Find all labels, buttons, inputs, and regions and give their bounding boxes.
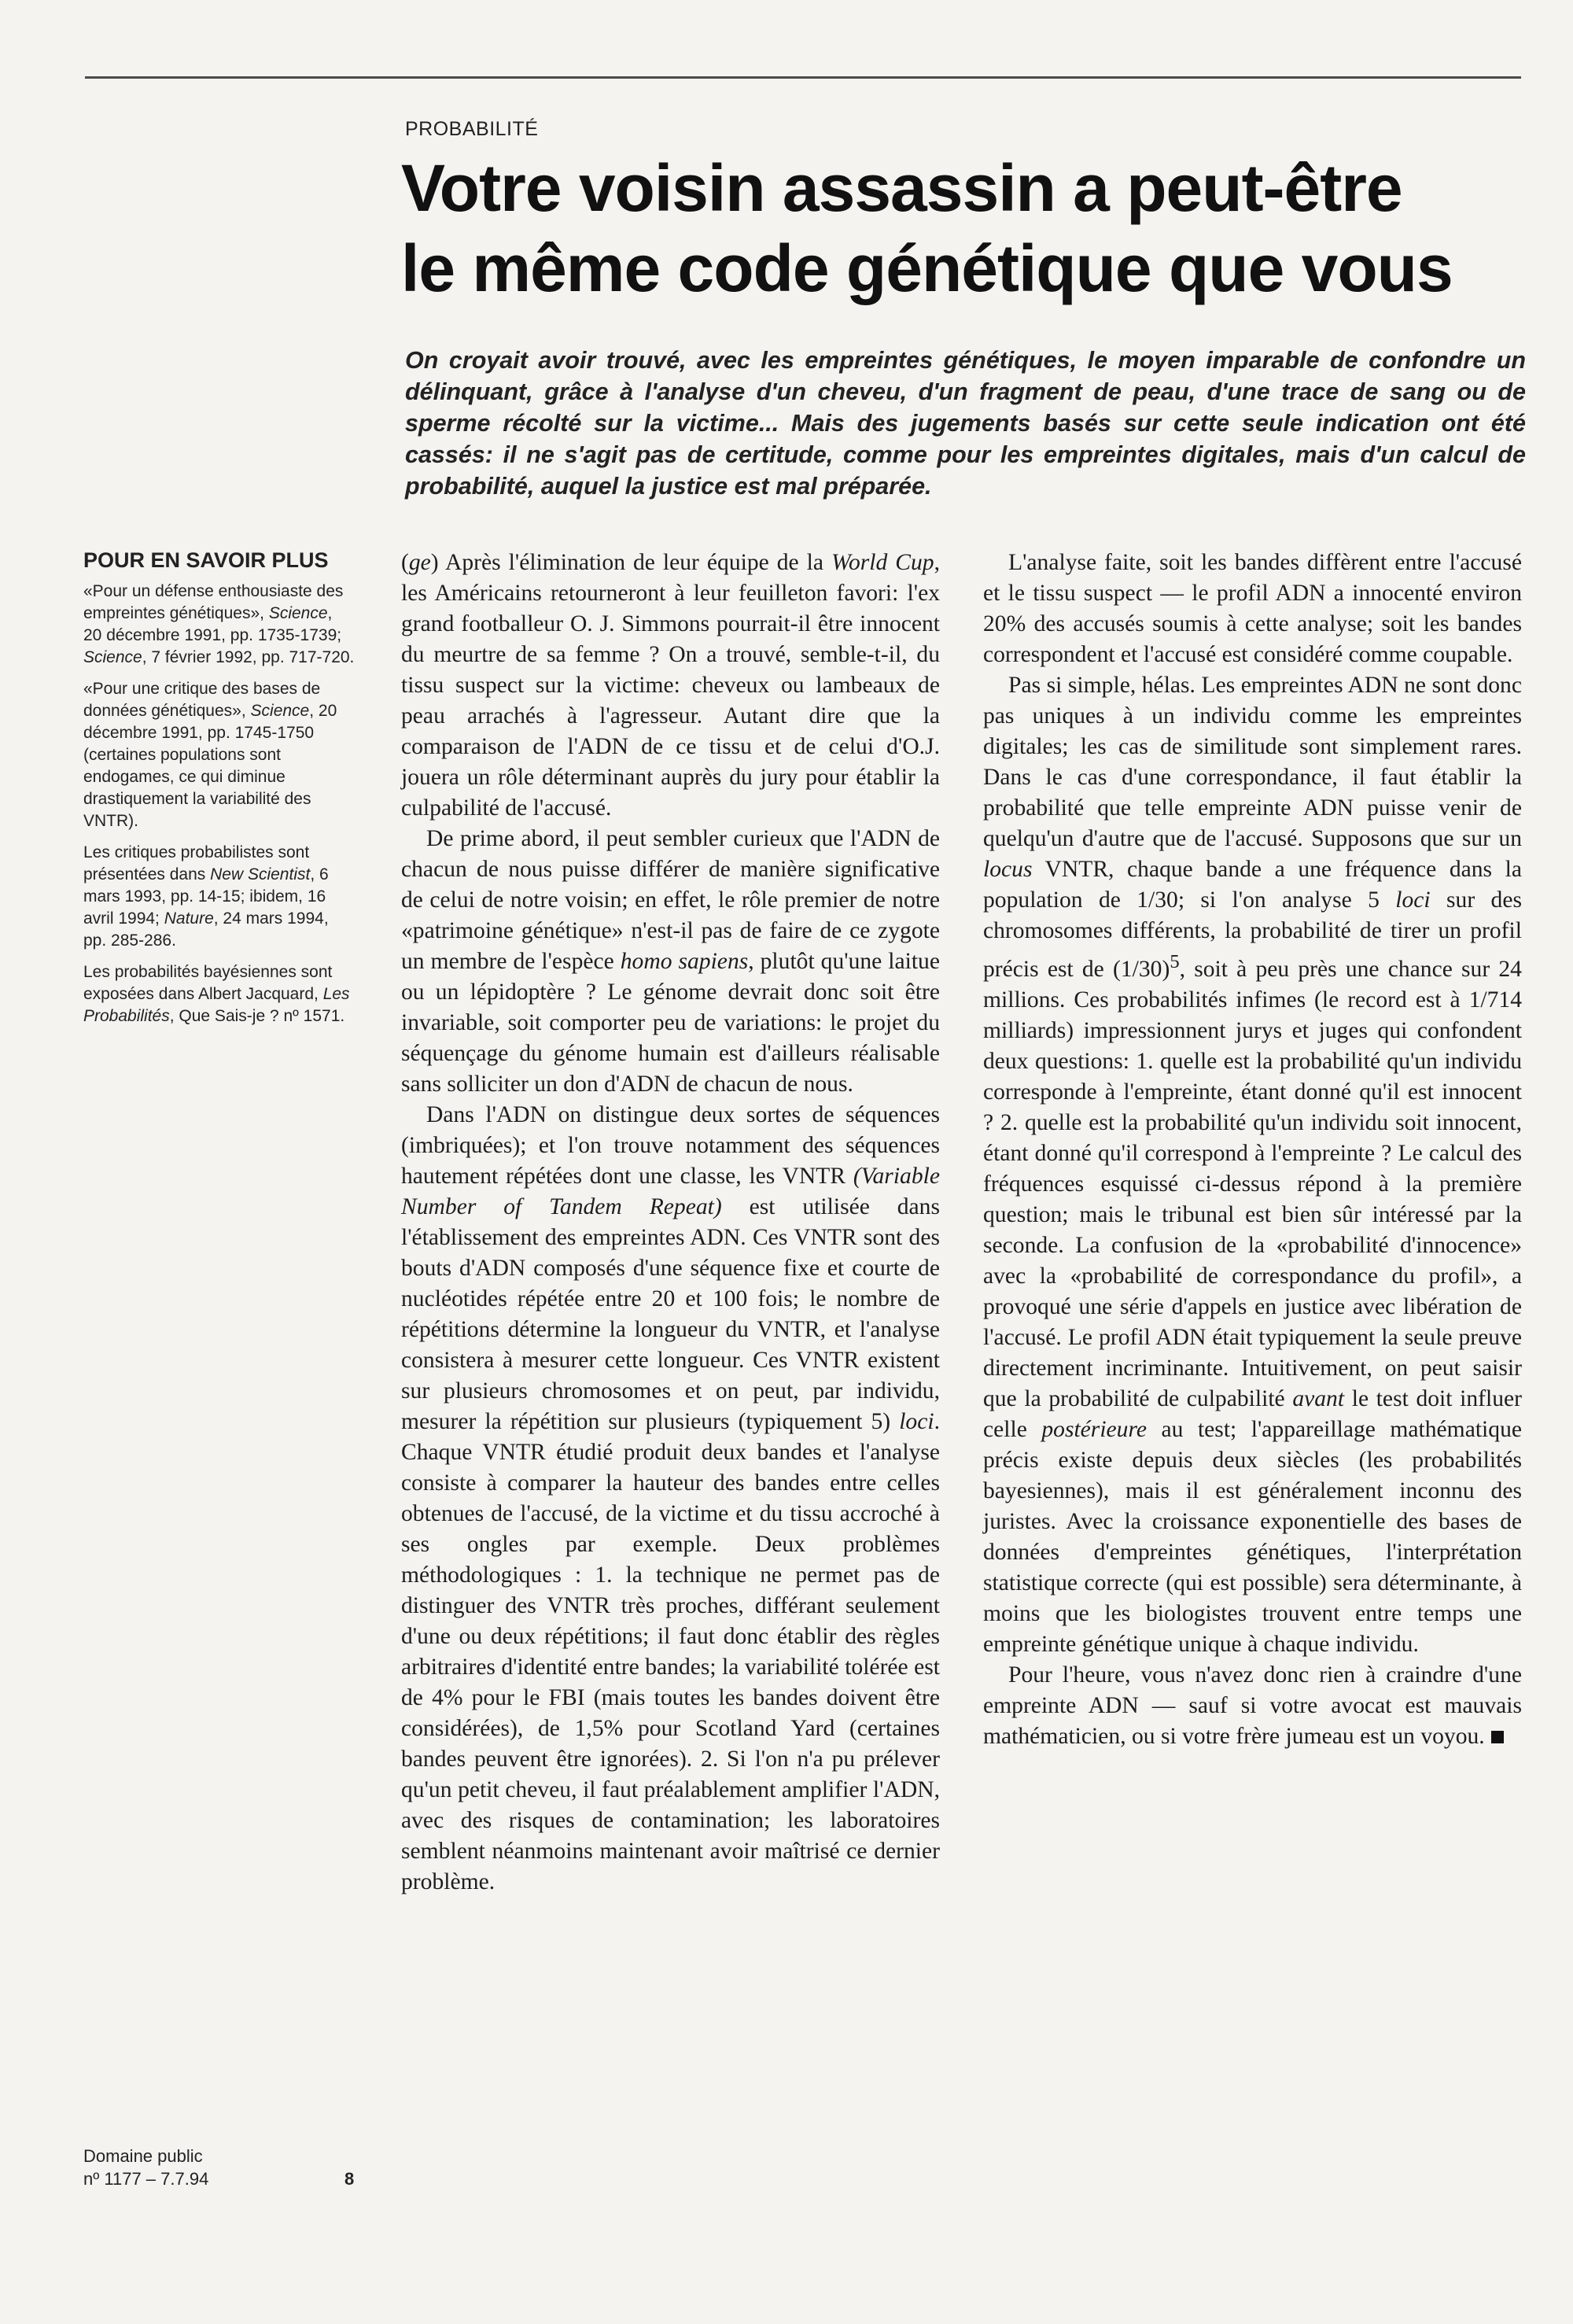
title-line-1: Votre voisin assassin a peut-être	[401, 151, 1402, 225]
sidebar-heading: POUR EN SAVOIR PLUS	[83, 548, 329, 572]
body-paragraph: L'analyse faite, soit les bandes diffèrent entre l'accusé et le tissu suspect — le profil ADN a innocenté environ 20% des accusés soumis à cette analyse; soit les bandes correspondent et l'accusé est considéré comme coupable.	[983, 550, 1522, 667]
title-line-2: le même code génétique que vous	[401, 231, 1453, 305]
end-mark-icon	[1491, 1731, 1504, 1743]
body-paragraph: Pour l'heure, vous n'avez donc rien à craindre d'une empreinte ADN — sauf si votre avocat est mauvais mathématicien, ou si votre frère jumeau est un voyou.	[983, 1662, 1522, 1749]
body-paragraph: Pas si simple, hélas. Les empreintes ADN ne sont donc pas uniques à un individu comme les empreintes digitales; les cas de similitude sont simplement rares. Dans le cas d'une correspondance, il faut établir la probabilité que telle empreinte ADN puisse venir de quelqu'un d'autre que de l'accusé. Supposons que sur un locus VNTR, chaque bande a une fréquence dans la population de 1/30; si l'on analyse 5 loci sur des chromosomes différents, la probabilité de tirer un profil précis est de $(1/30)^5$, soit à peu près une chance sur 24 millions. Ces probabilités infimes (le record est à 1/714 milliards) impressionnent jurys et juges qui confondent deux questions: 1. quelle est la probabilité qu'un individu corresponde à l'empreinte, étant donné qu'il est innocent ? 2. quelle est la probabilité qu'un individu soit innocent, étant donné qu'il correspond à l'empreinte ? Le calcul des fréquences esquissé ci-dessus répond à la première question; mais le tribunal est bien sûr intéressé par la seconde. La confusion de la «probabilité d'innocence» avec la «probabilité de correspondance du profil», a provoqué une série d'appels en justice avec libération de l'accusé. Le profil ADN était typiquement la seule preuve directement incriminante. Intuitivement, on peut saisir que la probabilité de culpabilité avant le test doit influer celle postérieure au test; l'appareillage mathématique précis existe depuis deux siècles (les probabilités bayesiennes), mais il est généralement inconnu des juristes. Avec la croissance exponentielle des bases de données d'empreintes génétiques, l'interprétation statistique correcte (qui est possible) sera déterminante, à moins que les biologistes trouvent entre temps une empreinte génétique unique à chaque individu.	[983, 673, 1523, 1657]
publication-name: Domaine public	[83, 2146, 203, 2166]
reference-item: Les critiques probabilistes sont présentées dans New Scientist, 6 mars 1993, pp. 14-15; ibidem, 16 avril 1994; Nature, 24 mars 1994, pp. 285-286.	[83, 843, 329, 950]
article-title	[401, 148, 1534, 308]
body-paragraph: (ge) Après l'élimination de leur équipe de la World Cup, les Américains retourneront à leur feuilleton favori: l'ex grand footballeur O. J. Simmons pourrait-il être innocent du meurtre de sa femme ? On a trouvé, semble-t-il, du tissu suspect sur la victime: cheveux ou lambeaux de peau arrachés à l'agresseur. Autant dire que la comparaison de l'ADN de ce tissu et de celui d'O.J. jouera un rôle déterminant auprès du jury pour établir la culpabilité de l'accusé.	[401, 550, 941, 821]
section-rubric: PROBABILITÉ	[405, 118, 539, 140]
reference-item: Les probabilités bayésiennes sont exposées dans Albert Jacquard, Les Probabilités, Que Sais-je ? nº 1571.	[83, 963, 350, 1025]
article-lead: On croyait avoir trouvé, avec les empreintes génétiques, le moyen imparable de confondre un délinquant, grâce à l'analyse d'un cheveu, d'un fragment de peau, d'une trace de sang ou de sperme récolté sur la victime... Mais des jugements basés sur cette seule indication ont été cassés: il ne s'agit pas de certitude, comme pour les empreintes digitales, mais d'un calcul de probabilité, auquel la justice est mal préparée.	[405, 347, 1526, 500]
reference-item: «Pour un défense enthousiaste des empreintes génétiques», Science, 20 décembre 1991, pp. 1735-1739; Science, 7 février 1992, pp. 717-720.	[83, 582, 355, 666]
body-column-1	[401, 548, 940, 1898]
body-paragraph: Dans l'ADN on distingue deux sortes de séquences (imbriquées); et l'on trouve notamment des séquences hautement répétées dont une classe, les VNTR (Variable Number of Tandem Repeat) est utilisée dans l'établissement des empreintes ADN. Ces VNTR sont des bouts d'ADN composés d'une séquence fixe et courte de nucléotides répétée entre 20 et 100 fois; le nombre de répétitions détermine la longueur du VNTR, et l'analyse consistera à mesurer cette longueur. Ces VNTR existent sur plusieurs chromosomes et on peut, par individu, mesurer la répétition sur plusieurs (typiquement 5) loci. Chaque VNTR étudié produit deux bandes et l'analyse consiste à comparer la hauteur des bandes entre celles obtenues de l'accusé, de la victime et du tissu accroché à ses ongles par exemple. Deux problèmes méthodologiques : 1. la technique ne permet pas de distinguer des VNTR très proches, différant seulement d'une ou deux répétitions; il faut donc établir des règles arbitraires d'identité entre bandes; la variabilité tolérée est de 4% pour le FBI (mais toutes les bandes doivent être considérées), de 1,5% pour Scotland Yard (certaines bandes peuvent être ignorées). 2. Si l'on n'a pu prélever qu'un petit cheveu, il faut préalablement amplifier l'ADN, avec des risques de contamination; les laboratoires semblent néanmoins maintenant avoir maîtrisé ce dernier problème.	[401, 1102, 940, 1894]
further-reading-sidebar	[83, 548, 355, 1037]
top-rule	[85, 76, 1521, 79]
body-column-2	[983, 548, 1522, 1752]
issue-number: nº 1177 – 7.7.94	[83, 2169, 209, 2189]
reference-item: «Pour une critique des bases de données génétiques», Science, 20 décembre 1991, pp. 1745-1750 (certaines populations sont endogames, ce qui diminue drastiquement la variabilité des VNTR).	[83, 680, 337, 830]
publication-footer	[83, 2145, 367, 2190]
body-paragraph: De prime abord, il peut sembler curieux que l'ADN de chacun de nous puisse différer de manière significative de celui de notre voisin; en effet, le rôle premier de notre «patrimoine génétique» n'est-il pas de faire de ce zygote un membre de l'espèce homo sapiens, plutôt qu'une laitue ou un lépidoptère ? Le génome devrait donc soit être invariable, soit comporter peu de variations: le projet du séquençage du génome humain est d'ailleurs réalisable sans solliciter un don d'ADN de chacun de nous.	[401, 826, 940, 1097]
page-number: 8	[344, 2169, 355, 2189]
